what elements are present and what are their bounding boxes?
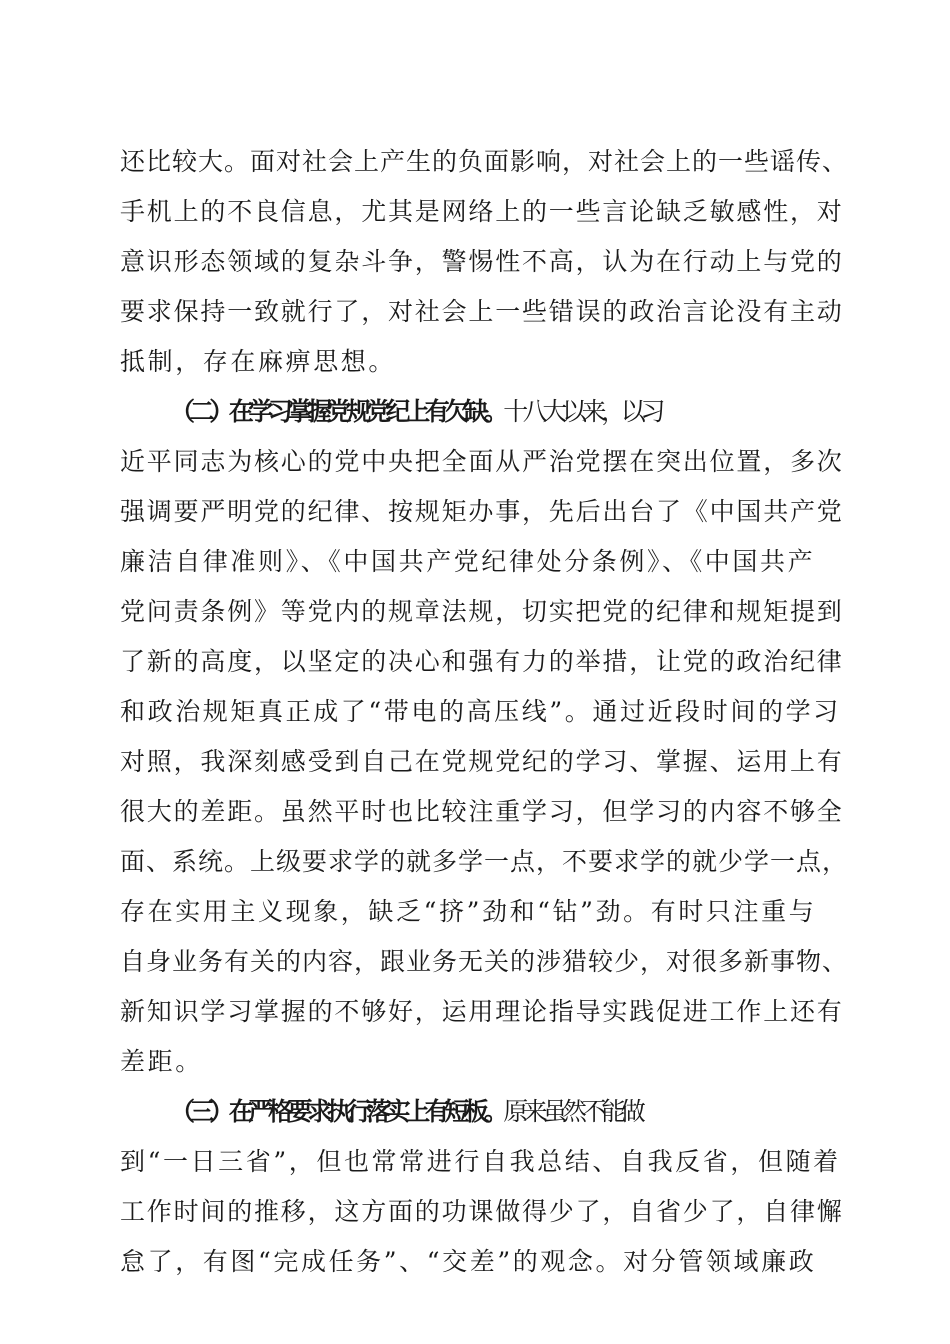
text-line: 手机上的不良信息，尤其是网络上的一些言论缺乏敏感性，对 [120, 197, 844, 226]
text-line: 到“一日三省”，但也常常进行自我总结、自我反省，但随着 [120, 1147, 841, 1176]
text-line: 还比较大。面对社会上产生的负面影响，对社会上的一些谣传、 [120, 147, 849, 176]
text-line: 工作时间的推移，这方面的功课做得少了，自省少了，自律懈 [120, 1197, 844, 1226]
text-line: 强调要严明党的纪律、按规矩办事，先后出台了《中国共产党 [120, 497, 844, 526]
section-two-first-line-text: 十八大以来，以习 [503, 397, 661, 426]
text-line: 很大的差距。虽然平时也比较注重学习，但学习的内容不够全 [120, 797, 844, 826]
text-line: 近平同志为核心的党中央把全面从严治党摆在突出位置，多次 [120, 447, 844, 476]
text-line: 和政治规矩真正成了“带电的高压线”。通过近段时间的学习 [120, 697, 841, 726]
section-two-first-line [170, 392, 890, 432]
text-line: 廉洁自律准则》、《中国共产党纪律处分条例》、《中国共产 [120, 547, 816, 576]
text-line: 面、系统。上级要求学的就多学一点，不要求学的就少学一点， [120, 847, 849, 876]
text-line: 怠了，有图“完成任务”、“交差”的观念。对分管领域廉政 [120, 1247, 817, 1276]
text-line: 存在实用主义现象，缺乏“挤”劲和“钻”劲。有时只注重与 [120, 897, 817, 926]
section-three-first-line-text: 原来虽然不能做 [503, 1097, 641, 1126]
text-line: 对照，我深刻感受到自己在党规党纪的学习、掌握、运用上有 [120, 747, 844, 776]
text-line: 要求保持一致就行了，对社会上一些错误的政治言论没有主动 [120, 297, 844, 326]
section-two-heading: （二）在学习掌握党规党纪上有欠缺。 [170, 397, 504, 426]
text-line: 党问责条例》等党内的规章法规，切实把党的纪律和规矩提到 [120, 597, 844, 626]
text-line: 意识形态领域的复杂斗争，警惕性不高，认为在行动上与党的 [120, 247, 844, 276]
text-line: 抵制，存在麻痹思想。 [120, 347, 397, 376]
text-line: 差距。 [120, 1047, 203, 1076]
section-three-heading: （三）在严格要求执行落实上有短板。 [170, 1097, 504, 1126]
text-line: 新知识学习掌握的不够好，运用理论指导实践促进工作上还有 [120, 997, 844, 1026]
text-line: 了新的高度，以坚定的决心和强有力的举措，让党的政治纪律 [120, 647, 844, 676]
text-line: 自身业务有关的内容，跟业务无关的涉猎较少，对很多新事物、 [120, 947, 849, 976]
section-three-first-line [170, 1092, 890, 1132]
